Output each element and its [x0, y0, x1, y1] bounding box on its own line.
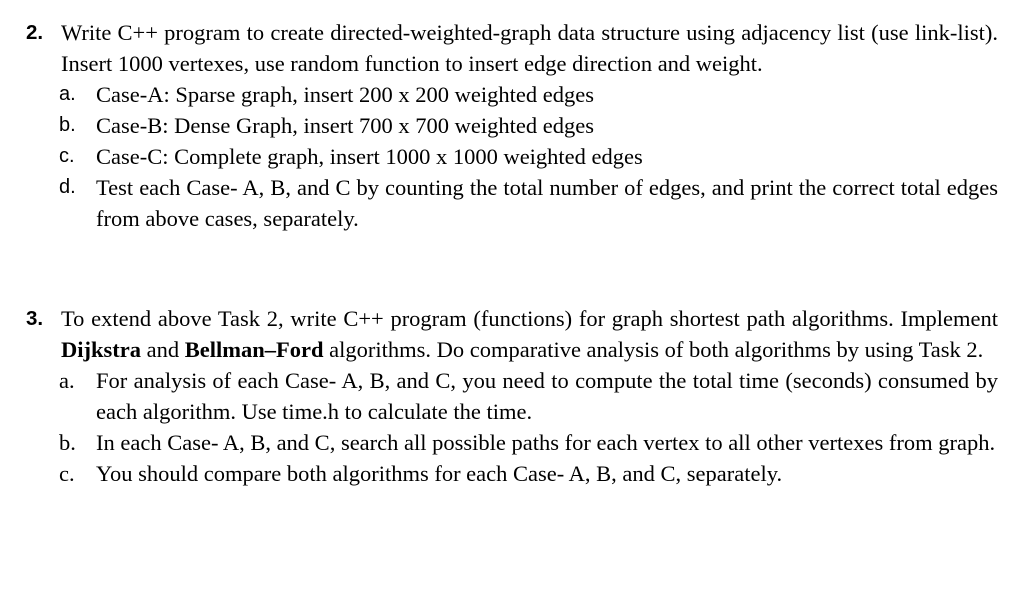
task-3-subitems	[26, 365, 998, 489]
task-2-item-c	[59, 141, 998, 172]
item-marker: a.	[59, 83, 76, 105]
item-text: Case-C: Complete graph, insert 1000 x 1000 weighted edges	[96, 144, 643, 169]
task-2-header	[26, 17, 998, 79]
task-2-item-a	[59, 79, 998, 110]
task-3-text-and: and	[141, 337, 185, 362]
task-3-header	[26, 303, 998, 365]
task-3-description	[61, 303, 998, 365]
task-2-item-b	[59, 110, 998, 141]
item-marker: b.	[59, 430, 76, 455]
task-3	[26, 303, 998, 489]
item-marker: c.	[59, 461, 75, 486]
item-marker: c.	[59, 145, 75, 167]
task-2-description: Write C++ program to create directed-weighted-graph data structure using adjacency list (use link-list). Insert 1000 vertexes, use random function to insert edge direction and weight.	[61, 20, 998, 76]
task-3-item-a	[59, 365, 998, 427]
task-2-number: 2.	[26, 21, 44, 44]
item-text: You should compare both algorithms for each Case- A, B, and C, separately.	[96, 461, 783, 486]
task-3-text-part2: algorithms. Do comparative analysis of both algorithms by using Task 2.	[323, 337, 984, 362]
item-marker: b.	[59, 114, 76, 136]
task-3-text-part1: To extend above Task 2, write C++ program (functions) for graph shortest path algorithms. Implement	[61, 306, 998, 331]
task-2	[26, 17, 998, 234]
task-3-item-b	[59, 427, 998, 458]
item-text: For analysis of each Case- A, B, and C, you need to compute the total time (seconds) consumed by each algorithm. Use time.h to calculate the time.	[96, 368, 998, 424]
item-marker: a.	[59, 368, 75, 393]
task-3-number: 3.	[26, 307, 44, 330]
algorithm-dijkstra: Dijkstra	[61, 337, 141, 362]
item-text: Case-B: Dense Graph, insert 700 x 700 weighted edges	[96, 113, 595, 138]
task-3-item-c	[59, 458, 998, 489]
item-text: Test each Case- A, B, and C by counting the total number of edges, and print the correct total edges from above cases, separately.	[96, 175, 998, 231]
item-text: In each Case- A, B, and C, search all possible paths for each vertex to all other vertexes from graph.	[96, 430, 996, 455]
task-2-subitems	[26, 79, 998, 234]
item-marker: d.	[59, 176, 76, 198]
task-2-item-d	[59, 172, 998, 234]
item-text: Case-A: Sparse graph, insert 200 x 200 weighted edges	[96, 82, 595, 107]
algorithm-bellman-ford: Bellman–Ford	[184, 337, 324, 362]
